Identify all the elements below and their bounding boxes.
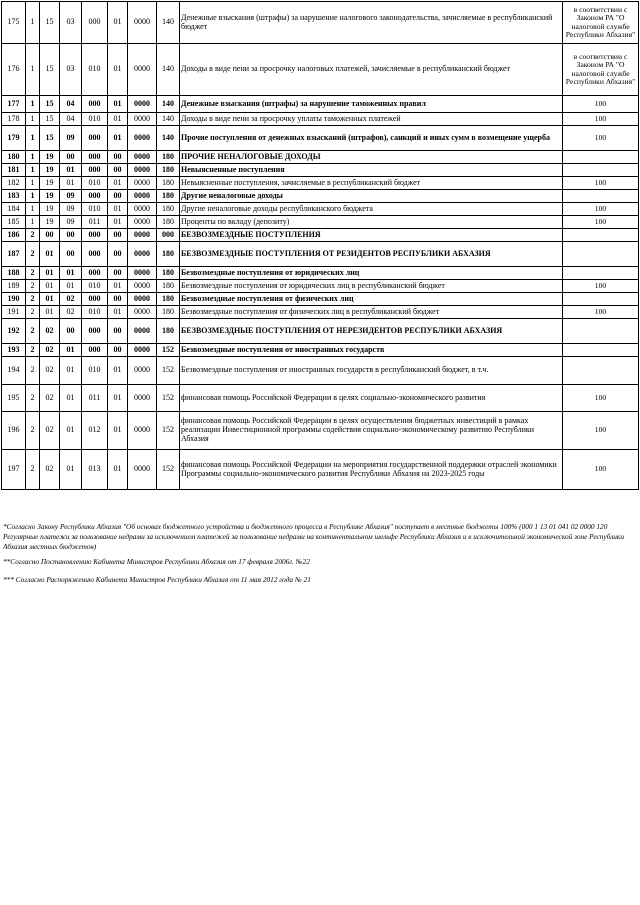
- code-subarticle-cell: 000: [82, 242, 108, 267]
- code-subarticle-cell: 010: [82, 44, 108, 96]
- code-article-cell: 02: [60, 306, 82, 319]
- code-article-cell: 00: [60, 229, 82, 242]
- item-name-cell: Безвозмездные поступления от юридических лиц: [180, 267, 563, 280]
- norm-value-cell: [563, 242, 639, 267]
- row-number-cell: 182: [2, 177, 26, 190]
- code-group-cell: 1: [26, 44, 40, 96]
- row-number-cell: 178: [2, 113, 26, 126]
- code-classification-cell: 152: [157, 344, 180, 357]
- table-row: [2, 164, 639, 177]
- code-group-cell: 2: [26, 319, 40, 344]
- row-number-cell: 190: [2, 293, 26, 306]
- code-program-cell: 0000: [128, 385, 157, 412]
- item-name-cell: финансовая помощь Российской Федерации на мероприятия государственной поддержки отраслей экономики Программы социально-экономического развития Республики Абхазия на 2023-2025 годы: [180, 450, 563, 490]
- table-row: [2, 2, 639, 44]
- table-row: [2, 216, 639, 229]
- norm-value-cell: 100: [563, 450, 639, 490]
- code-article-cell: 01: [60, 357, 82, 385]
- code-program-cell: 0000: [128, 2, 157, 44]
- row-number-cell: 196: [2, 412, 26, 450]
- code-classification-cell: 180: [157, 190, 180, 203]
- code-program-cell: 0000: [128, 216, 157, 229]
- item-name-cell: финансовая помощь Российской Федерации в целях социально-экономического развития: [180, 385, 563, 412]
- code-classification-cell: 180: [157, 319, 180, 344]
- code-group-cell: 1: [26, 113, 40, 126]
- code-group-cell: 2: [26, 344, 40, 357]
- code-subarticle-cell: 000: [82, 164, 108, 177]
- code-element-cell: 01: [108, 450, 128, 490]
- table-row: [2, 412, 639, 450]
- code-subgroup-cell: 19: [40, 164, 60, 177]
- norm-value-cell: 100: [563, 177, 639, 190]
- norm-value-cell: [563, 357, 639, 385]
- code-article-cell: 01: [60, 280, 82, 293]
- table-row: [2, 190, 639, 203]
- norm-value-cell: 100: [563, 126, 639, 151]
- code-group-cell: 1: [26, 164, 40, 177]
- code-group-cell: 1: [26, 216, 40, 229]
- item-name-cell: Прочие поступления от денежных взысканий (штрафов), санкций и иных сумм в возмещение ущерба: [180, 126, 563, 151]
- code-element-cell: 01: [108, 203, 128, 216]
- code-subgroup-cell: 19: [40, 151, 60, 164]
- code-program-cell: 0000: [128, 319, 157, 344]
- row-number-cell: 184: [2, 203, 26, 216]
- code-group-cell: 2: [26, 280, 40, 293]
- code-program-cell: 0000: [128, 177, 157, 190]
- code-program-cell: 0000: [128, 113, 157, 126]
- code-element-cell: 01: [108, 44, 128, 96]
- code-element-cell: 00: [108, 242, 128, 267]
- code-program-cell: 0000: [128, 190, 157, 203]
- code-classification-cell: 180: [157, 267, 180, 280]
- code-group-cell: 2: [26, 412, 40, 450]
- item-name-cell: Невыясненные поступления: [180, 164, 563, 177]
- code-article-cell: 01: [60, 267, 82, 280]
- table-row: [2, 293, 639, 306]
- code-subgroup-cell: 01: [40, 242, 60, 267]
- code-program-cell: 0000: [128, 229, 157, 242]
- item-name-cell: Проценты по вкладу (депозиту): [180, 216, 563, 229]
- footnote-3: *** Согласно Распоряжению Кабинета Министров Республики Абхазия от 11 мая 2012 года № 21: [3, 574, 311, 584]
- row-number-cell: 175: [2, 2, 26, 44]
- code-subgroup-cell: 15: [40, 126, 60, 151]
- norm-value-cell: 100: [563, 216, 639, 229]
- row-number-cell: 177: [2, 96, 26, 113]
- code-element-cell: 00: [108, 164, 128, 177]
- footnote-1: *Согласно Закону Республики Абхазия "Об основах бюджетного устройства и бюджетного процесса в Республике Абхазия" поступает в местные бюджеты 100% (000 1 13 01 041 02 0000 120 Регулярные платежи за пользование недрами за исключением платежей за пользование недрами на континентальном шельфе Республики Абхазия и в исключительной экономической зоне Республики Абхазия местных бюджетов): [3, 522, 624, 551]
- item-name-cell: Доходы в виде пени за просрочку налоговых платежей, зачисляемые в республиканский бюджет: [180, 44, 563, 96]
- code-subarticle-cell: 012: [82, 412, 108, 450]
- item-name-cell: Невыясненные поступления, зачисляемые в республиканский бюджет: [180, 177, 563, 190]
- code-group-cell: 1: [26, 151, 40, 164]
- code-program-cell: 0000: [128, 344, 157, 357]
- code-subgroup-cell: 01: [40, 306, 60, 319]
- code-classification-cell: 152: [157, 412, 180, 450]
- code-element-cell: 01: [108, 96, 128, 113]
- code-element-cell: 01: [108, 177, 128, 190]
- code-article-cell: 01: [60, 412, 82, 450]
- code-group-cell: 2: [26, 229, 40, 242]
- row-number-cell: 183: [2, 190, 26, 203]
- norm-value-cell: 100: [563, 203, 639, 216]
- code-group-cell: 1: [26, 2, 40, 44]
- table-row: [2, 385, 639, 412]
- code-article-cell: 09: [60, 190, 82, 203]
- table-row: [2, 177, 639, 190]
- code-classification-cell: 180: [157, 177, 180, 190]
- code-subgroup-cell: 00: [40, 229, 60, 242]
- code-classification-cell: 180: [157, 293, 180, 306]
- code-subgroup-cell: 15: [40, 2, 60, 44]
- code-article-cell: 03: [60, 2, 82, 44]
- norm-value-cell: [563, 190, 639, 203]
- row-number-cell: 189: [2, 280, 26, 293]
- code-group-cell: 1: [26, 96, 40, 113]
- code-subarticle-cell: 000: [82, 293, 108, 306]
- code-article-cell: 01: [60, 344, 82, 357]
- code-subgroup-cell: 02: [40, 357, 60, 385]
- code-classification-cell: 180: [157, 306, 180, 319]
- code-group-cell: 2: [26, 357, 40, 385]
- code-subarticle-cell: 011: [82, 216, 108, 229]
- code-subarticle-cell: 000: [82, 151, 108, 164]
- code-subgroup-cell: 19: [40, 190, 60, 203]
- code-article-cell: 09: [60, 216, 82, 229]
- table-row: [2, 203, 639, 216]
- norm-value-cell: [563, 319, 639, 344]
- code-classification-cell: 140: [157, 44, 180, 96]
- code-program-cell: 0000: [128, 357, 157, 385]
- code-group-cell: 2: [26, 385, 40, 412]
- code-subarticle-cell: 010: [82, 113, 108, 126]
- code-subarticle-cell: 000: [82, 2, 108, 44]
- code-program-cell: 0000: [128, 126, 157, 151]
- code-element-cell: 00: [108, 293, 128, 306]
- code-article-cell: 00: [60, 242, 82, 267]
- code-element-cell: 00: [108, 344, 128, 357]
- item-name-cell: финансовая помощь Российской Федерации в целях осуществления бюджетных инвестиций в рамках реализации Инвестиционной программы содействия социально-экономическому развитию Республики Абхазия: [180, 412, 563, 450]
- code-group-cell: 1: [26, 190, 40, 203]
- code-program-cell: 0000: [128, 412, 157, 450]
- code-article-cell: 04: [60, 96, 82, 113]
- item-name-cell: Безвозмездные поступления от физических лиц в республиканский бюджет: [180, 306, 563, 319]
- budget-classification-table: [1, 1, 639, 490]
- code-element-cell: 01: [108, 2, 128, 44]
- code-classification-cell: 140: [157, 96, 180, 113]
- table-row: [2, 113, 639, 126]
- code-subarticle-cell: 011: [82, 385, 108, 412]
- code-subarticle-cell: 010: [82, 177, 108, 190]
- code-group-cell: 2: [26, 306, 40, 319]
- code-classification-cell: 152: [157, 357, 180, 385]
- code-article-cell: 00: [60, 319, 82, 344]
- code-classification-cell: 140: [157, 2, 180, 44]
- code-classification-cell: 000: [157, 229, 180, 242]
- code-article-cell: 01: [60, 450, 82, 490]
- item-name-cell: Денежные взыскания (штрафы) за нарушение таможенных правил: [180, 96, 563, 113]
- code-program-cell: 0000: [128, 96, 157, 113]
- row-number-cell: 180: [2, 151, 26, 164]
- code-element-cell: 00: [108, 151, 128, 164]
- code-subgroup-cell: 02: [40, 344, 60, 357]
- norm-value-cell: 100: [563, 113, 639, 126]
- table-row: [2, 96, 639, 113]
- code-subarticle-cell: 010: [82, 203, 108, 216]
- code-element-cell: 01: [108, 357, 128, 385]
- table-row: [2, 357, 639, 385]
- table-row: [2, 450, 639, 490]
- code-classification-cell: 152: [157, 385, 180, 412]
- row-number-cell: 193: [2, 344, 26, 357]
- code-element-cell: 01: [108, 412, 128, 450]
- norm-value-cell: 100: [563, 96, 639, 113]
- item-name-cell: Денежные взыскания (штрафы) за нарушение налогового законодательства, зачисляемые в республиканский бюджет: [180, 2, 563, 44]
- row-number-cell: 179: [2, 126, 26, 151]
- norm-value-cell: [563, 293, 639, 306]
- table-row: [2, 267, 639, 280]
- code-classification-cell: 180: [157, 203, 180, 216]
- code-element-cell: 00: [108, 229, 128, 242]
- item-name-cell: Безвозмездные поступления от юридических лиц в республиканский бюджет: [180, 280, 563, 293]
- code-article-cell: 01: [60, 177, 82, 190]
- code-article-cell: 03: [60, 44, 82, 96]
- code-subgroup-cell: 15: [40, 96, 60, 113]
- code-subarticle-cell: 000: [82, 126, 108, 151]
- norm-value-cell: 100: [563, 306, 639, 319]
- code-subgroup-cell: 01: [40, 293, 60, 306]
- code-subgroup-cell: 01: [40, 267, 60, 280]
- code-subgroup-cell: 02: [40, 450, 60, 490]
- table-row: [2, 319, 639, 344]
- footnote-2: **Согласно Постановлению Кабинета Министров Республики Абхазия от 17 февраля 2006г. №22: [3, 556, 310, 566]
- item-name-cell: БЕЗВОЗМЕЗДНЫЕ ПОСТУПЛЕНИЯ: [180, 229, 563, 242]
- code-element-cell: 01: [108, 126, 128, 151]
- code-program-cell: 0000: [128, 44, 157, 96]
- code-subgroup-cell: 15: [40, 113, 60, 126]
- code-article-cell: 01: [60, 164, 82, 177]
- row-number-cell: 194: [2, 357, 26, 385]
- norm-value-cell: 100: [563, 280, 639, 293]
- code-article-cell: 04: [60, 113, 82, 126]
- code-subgroup-cell: 19: [40, 177, 60, 190]
- row-number-cell: 185: [2, 216, 26, 229]
- code-program-cell: 0000: [128, 203, 157, 216]
- code-program-cell: 0000: [128, 280, 157, 293]
- code-element-cell: 01: [108, 113, 128, 126]
- row-number-cell: 181: [2, 164, 26, 177]
- code-element-cell: 00: [108, 267, 128, 280]
- code-element-cell: 01: [108, 385, 128, 412]
- table-row: [2, 306, 639, 319]
- item-name-cell: Другие неналоговые доходы республиканского бюджета: [180, 203, 563, 216]
- code-subarticle-cell: 013: [82, 450, 108, 490]
- code-group-cell: 2: [26, 293, 40, 306]
- item-name-cell: Другие неналоговые доходы: [180, 190, 563, 203]
- table-row: [2, 242, 639, 267]
- code-subgroup-cell: 15: [40, 44, 60, 96]
- code-program-cell: 0000: [128, 450, 157, 490]
- table-row: [2, 344, 639, 357]
- row-number-cell: 195: [2, 385, 26, 412]
- code-subgroup-cell: 01: [40, 280, 60, 293]
- code-subgroup-cell: 19: [40, 203, 60, 216]
- code-classification-cell: 152: [157, 450, 180, 490]
- table-row: [2, 229, 639, 242]
- code-group-cell: 2: [26, 242, 40, 267]
- code-group-cell: 2: [26, 450, 40, 490]
- code-subgroup-cell: 02: [40, 412, 60, 450]
- norm-value-cell: 100: [563, 385, 639, 412]
- code-subgroup-cell: 19: [40, 216, 60, 229]
- footnotes: [3, 522, 635, 590]
- code-subarticle-cell: 000: [82, 319, 108, 344]
- code-group-cell: 1: [26, 177, 40, 190]
- norm-value-cell: [563, 229, 639, 242]
- item-name-cell: БЕЗВОЗМЕЗДНЫЕ ПОСТУПЛЕНИЯ ОТ РЕЗИДЕНТОВ РЕСПУБЛИКИ АБХАЗИЯ: [180, 242, 563, 267]
- table-row: [2, 280, 639, 293]
- code-article-cell: 01: [60, 385, 82, 412]
- code-group-cell: 2: [26, 267, 40, 280]
- norm-value-cell: в соответствии с Законом РА "О налоговой службе Республики Абхазия": [563, 2, 639, 44]
- code-subgroup-cell: 02: [40, 319, 60, 344]
- code-subarticle-cell: 010: [82, 357, 108, 385]
- code-article-cell: 09: [60, 203, 82, 216]
- code-subarticle-cell: 000: [82, 267, 108, 280]
- code-group-cell: 1: [26, 126, 40, 151]
- row-number-cell: 186: [2, 229, 26, 242]
- code-element-cell: 00: [108, 190, 128, 203]
- code-classification-cell: 180: [157, 280, 180, 293]
- code-classification-cell: 180: [157, 151, 180, 164]
- norm-value-cell: [563, 151, 639, 164]
- item-name-cell: БЕЗВОЗМЕЗДНЫЕ ПОСТУПЛЕНИЯ ОТ НЕРЕЗИДЕНТОВ РЕСПУБЛИКИ АБХАЗИЯ: [180, 319, 563, 344]
- row-number-cell: 197: [2, 450, 26, 490]
- code-element-cell: 01: [108, 306, 128, 319]
- code-classification-cell: 140: [157, 113, 180, 126]
- code-classification-cell: 180: [157, 216, 180, 229]
- code-classification-cell: 180: [157, 164, 180, 177]
- code-article-cell: 00: [60, 151, 82, 164]
- table-body: [2, 2, 639, 490]
- row-number-cell: 192: [2, 319, 26, 344]
- code-program-cell: 0000: [128, 164, 157, 177]
- code-program-cell: 0000: [128, 267, 157, 280]
- code-element-cell: 01: [108, 280, 128, 293]
- row-number-cell: 188: [2, 267, 26, 280]
- item-name-cell: ПРОЧИЕ НЕНАЛОГОВЫЕ ДОХОДЫ: [180, 151, 563, 164]
- code-element-cell: 01: [108, 216, 128, 229]
- row-number-cell: 187: [2, 242, 26, 267]
- code-group-cell: 1: [26, 203, 40, 216]
- code-classification-cell: 180: [157, 242, 180, 267]
- norm-value-cell: в соответствии с Законом РА "О налоговой службе Республики Абхазия": [563, 44, 639, 96]
- code-article-cell: 09: [60, 126, 82, 151]
- code-subarticle-cell: 000: [82, 344, 108, 357]
- row-number-cell: 191: [2, 306, 26, 319]
- code-subarticle-cell: 000: [82, 96, 108, 113]
- item-name-cell: Безвозмездные поступления от физических лиц: [180, 293, 563, 306]
- norm-value-cell: [563, 344, 639, 357]
- code-subarticle-cell: 000: [82, 229, 108, 242]
- item-name-cell: Безвозмездные поступления от иностранных государств в республиканский бюджет, в т.ч.: [180, 357, 563, 385]
- item-name-cell: Доходы в виде пени за просрочку уплаты таможенных платежей: [180, 113, 563, 126]
- row-number-cell: 176: [2, 44, 26, 96]
- code-subarticle-cell: 010: [82, 306, 108, 319]
- code-program-cell: 0000: [128, 242, 157, 267]
- item-name-cell: Безвозмездные поступления от иностранных государств: [180, 344, 563, 357]
- code-subarticle-cell: 010: [82, 280, 108, 293]
- table-row: [2, 44, 639, 96]
- norm-value-cell: [563, 164, 639, 177]
- table-row: [2, 151, 639, 164]
- code-program-cell: 0000: [128, 293, 157, 306]
- code-program-cell: 0000: [128, 151, 157, 164]
- code-subarticle-cell: 000: [82, 190, 108, 203]
- norm-value-cell: 100: [563, 412, 639, 450]
- code-subgroup-cell: 02: [40, 385, 60, 412]
- code-classification-cell: 140: [157, 126, 180, 151]
- code-element-cell: 00: [108, 319, 128, 344]
- norm-value-cell: [563, 267, 639, 280]
- table-row: [2, 126, 639, 151]
- code-program-cell: 0000: [128, 306, 157, 319]
- code-article-cell: 02: [60, 293, 82, 306]
